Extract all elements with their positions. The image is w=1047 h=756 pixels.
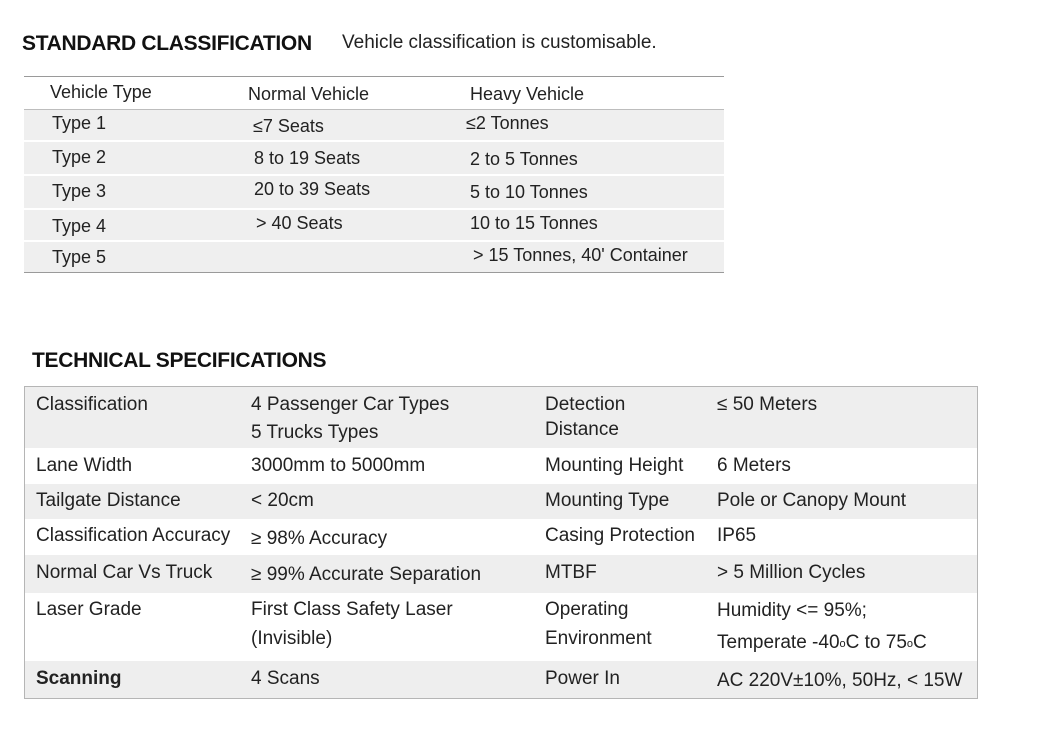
- spec-label: Normal Car Vs Truck: [36, 562, 213, 583]
- normal-vehicle-cell: ≤7 Seats: [253, 116, 324, 136]
- table-row: [25, 387, 977, 448]
- temperature-unit: C: [913, 632, 927, 653]
- spec-label: Detection: [545, 394, 626, 415]
- vehicle-type-cell: Type 5: [52, 247, 107, 267]
- header-normal-vehicle: Normal Vehicle: [248, 84, 370, 104]
- spec-value: AC 220V±10%, 50Hz, < 15W: [717, 670, 963, 691]
- table-row: [24, 110, 724, 142]
- spec-value: Pole or Canopy Mount: [717, 490, 907, 511]
- table-row: [24, 242, 724, 273]
- header-vehicle-type: Vehicle Type: [50, 82, 152, 102]
- table-row: [25, 448, 977, 484]
- technical-specifications-title: TECHNICAL SPECIFICATIONS: [32, 349, 327, 372]
- temperature-low: Temperate -40: [717, 632, 840, 653]
- spec-value: ≥ 98% Accuracy: [251, 528, 388, 549]
- normal-vehicle-cell: > 40 Seats: [256, 213, 343, 233]
- spec-label: Environment: [545, 628, 652, 649]
- spec-value: 4 Passenger Car Types: [251, 394, 450, 415]
- spec-label: Classification Accuracy: [36, 525, 231, 546]
- spec-value: IP65: [717, 525, 757, 546]
- spec-label: Distance: [545, 419, 619, 440]
- table-header-row: [24, 76, 724, 110]
- spec-label: Classification: [36, 394, 148, 415]
- spec-label: Casing Protection: [545, 525, 695, 546]
- spec-label: Mounting Height: [545, 455, 684, 476]
- table-row: [24, 142, 724, 176]
- spec-value: Humidity <= 95%;: [717, 600, 867, 621]
- normal-vehicle-cell: 8 to 19 Seats: [254, 148, 361, 168]
- temperature-high: C to 75: [845, 632, 907, 653]
- spec-value: (Invisible): [251, 628, 333, 649]
- heavy-vehicle-cell: 10 to 15 Tonnes: [470, 213, 598, 233]
- customisable-note: Vehicle classification is customisable.: [342, 32, 657, 53]
- spec-label: Laser Grade: [36, 599, 142, 620]
- heavy-vehicle-cell: 2 to 5 Tonnes: [470, 149, 578, 169]
- spec-value: > 5 Million Cycles: [717, 562, 866, 583]
- degree-symbol: o: [906, 638, 914, 650]
- heavy-vehicle-cell: ≤2 Tonnes: [466, 113, 549, 133]
- spec-label: Lane Width: [36, 455, 133, 476]
- table-row: [24, 176, 724, 210]
- spec-label: MTBF: [545, 562, 597, 583]
- spec-value: < 20cm: [251, 490, 314, 511]
- spec-value: 6 Meters: [717, 455, 791, 476]
- vehicle-type-cell: Type 2: [52, 147, 107, 167]
- spec-label: Operating: [545, 599, 629, 620]
- spec-value: First Class Safety Laser: [251, 599, 453, 620]
- vehicle-type-cell: Type 3: [52, 181, 107, 201]
- heavy-vehicle-cell: 5 to 10 Tonnes: [470, 182, 588, 202]
- spec-label: Tailgate Distance: [36, 490, 181, 511]
- degree-symbol: o: [839, 638, 846, 650]
- spec-value: 3000mm to 5000mm: [251, 455, 426, 476]
- spec-label: Scanning: [36, 668, 122, 689]
- spec-value: 4 Scans: [251, 668, 320, 689]
- table-row: [25, 555, 977, 593]
- spec-label: Power In: [545, 668, 620, 689]
- table-row: [25, 484, 977, 519]
- table-row: [25, 593, 977, 661]
- table-row: [25, 519, 977, 555]
- standard-classification-title: STANDARD CLASSIFICATION: [22, 32, 312, 55]
- spec-label: Mounting Type: [545, 490, 670, 511]
- spec-value-temperature: [717, 630, 927, 657]
- heavy-vehicle-cell: > 15 Tonnes, 40' Container: [473, 245, 688, 265]
- normal-vehicle-cell: 20 to 39 Seats: [254, 179, 371, 199]
- vehicle-type-cell: Type 4: [52, 216, 107, 236]
- spec-value: ≥ 99% Accurate Separation: [251, 564, 482, 585]
- header-heavy-vehicle: Heavy Vehicle: [470, 84, 585, 104]
- standard-classification-table: [24, 76, 724, 273]
- vehicle-type-cell: Type 1: [52, 113, 107, 133]
- technical-specifications-table: [24, 386, 978, 699]
- table-row: [24, 210, 724, 242]
- table-row: [25, 661, 977, 698]
- spec-value: 5 Trucks Types: [251, 422, 379, 443]
- spec-value: ≤ 50 Meters: [717, 394, 818, 415]
